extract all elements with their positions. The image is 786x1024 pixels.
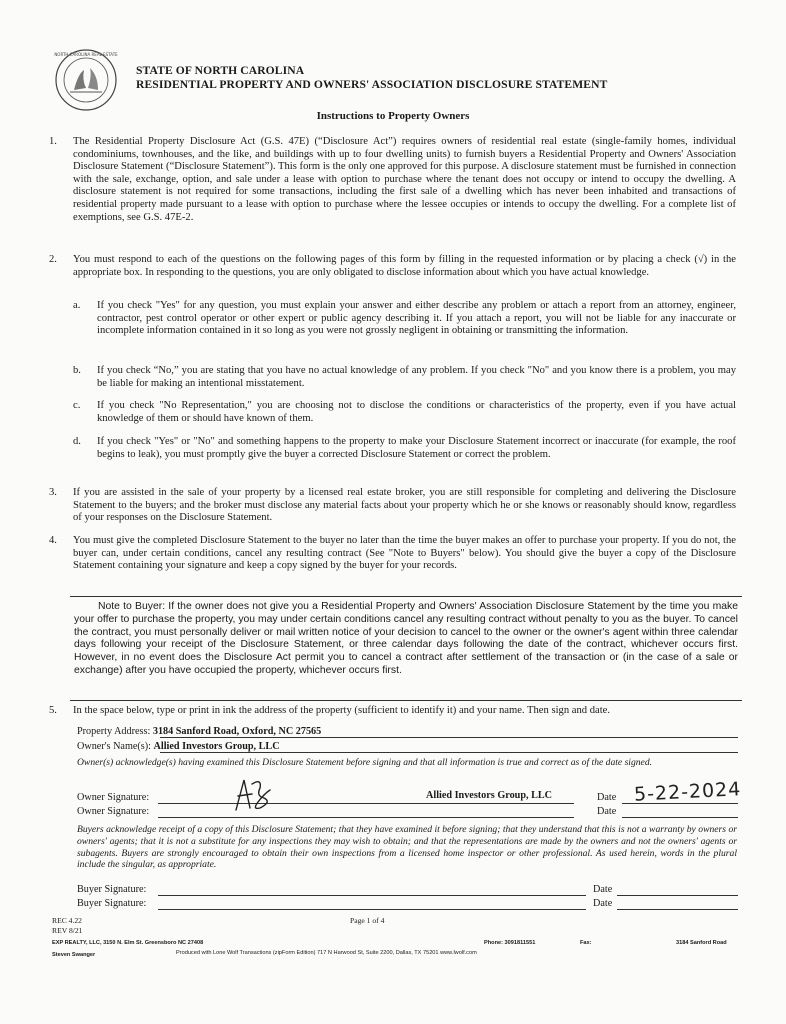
date-label-2: Date <box>597 806 617 817</box>
owner-signature-label-2: Owner Signature: <box>77 806 150 817</box>
owner-signature-line-2[interactable] <box>158 817 574 818</box>
owners-name-underline <box>160 752 738 753</box>
property-address-label: Property Address: <box>77 726 151 737</box>
instruction-subitem-a <box>73 300 736 338</box>
instruction-item-5 <box>49 705 736 718</box>
owner-signature-line-1[interactable] <box>158 803 574 804</box>
footer-fax: Fax: <box>580 940 592 946</box>
date-label-1: Date <box>597 792 617 803</box>
footer-property-short: 3184 Sanford Road <box>676 940 727 946</box>
buyer-date-label-2: Date <box>593 898 613 909</box>
owner-signature-label-1: Owner Signature: <box>77 792 150 803</box>
instruction-item-2 <box>49 254 736 279</box>
footer-phone: Phone: 3091811551 <box>484 940 536 946</box>
header-state: STATE OF NORTH CAROLINA <box>136 64 305 77</box>
note-to-buyer-text: Note to Buyer: If the owner does not give you a Residential Property and Owners' Association Disclosure Statement by the time you make your offer to purchase the property, you may under certain conditions cancel any resulting contract without penalty to you as the buyer. To cancel the contract, you must personally deliver or mail written notice of your decision to cancel to the owner or the owner's agent within three calendar days following your receipt of the Disclosure Statement, or three calendar days following the date of the contract, whichever occurs first. However, in no event does the Disclosure Act permit you to cancel a contract after settlement of the transaction or (in the case of a sale or exchange) after you have occupied the property, whichever occurs first. <box>74 601 738 676</box>
buyer-signature-line-1[interactable] <box>158 895 586 896</box>
item-text: In the space below, type or print in ink the address of the property (sufficient to identify it) and your name. Then sign and date. <box>73 705 610 716</box>
buyer-date-line-2[interactable] <box>617 909 738 910</box>
footer-agent: Steven Swanger <box>52 952 96 958</box>
owner-acknowledgment: Owner(s) acknowledge(s) having examined this Disclosure Statement before signing and that all information is true and correct as of the date signed. <box>77 757 653 768</box>
item-text: You must respond to each of the questions on the following pages of this form by filling in the requested information or by placing a check (√) in the appropriate box. In responding to the questions, you are only obligated to disclose information about which you have actual knowledge. <box>73 254 736 278</box>
footer-page-number: Page 1 of 4 <box>350 916 385 925</box>
subitem-letter: d. <box>73 436 81 447</box>
instructions-title: Instructions to Property Owners <box>316 110 470 122</box>
owner-signature-printed-name: Allied Investors Group, LLC <box>426 790 553 801</box>
date-line-2[interactable] <box>622 817 738 818</box>
instruction-item-1 <box>49 136 736 224</box>
note-to-buyer <box>74 601 738 678</box>
item-text: You must give the completed Disclosure Statement to the buyer no later than the time the buyer makes an offer to purchase your property. If you do not, the buyer can, under certain conditions, cancel any resulting contract (See "Note to Buyers" below). You should give the buyer a copy of the Disclosure Statement containing your signature and keep a copy signed by the buyer for your records. <box>73 535 736 572</box>
owners-name-label: Owner's Name(s): <box>77 741 151 752</box>
buyer-signature-label-1: Buyer Signature: <box>77 884 147 895</box>
property-address-field[interactable]: 3184 Sanford Road, Oxford, NC 27565 <box>152 726 322 737</box>
subitem-text: If you check "No Representation," you are choosing not to disclose the conditions or characteristics of the property, even if you have actual knowledge of them or should have known of them. <box>97 400 736 424</box>
subitem-text: If you check "Yes" or "No" and something happens to the property to make your Disclosure Statement incorrect or inaccurate (for example, the roof begins to leak), you must promptly give the buyer a corrected Disclosure Statement or correct the problem. <box>97 436 736 460</box>
item-number: 3. <box>49 487 57 498</box>
item-number: 4. <box>49 535 57 546</box>
state-seal-logo <box>54 48 118 112</box>
instruction-subitem-c <box>73 400 736 425</box>
property-address-underline <box>160 737 738 738</box>
svg-text:NORTH CAROLINA REAL ESTATE: NORTH CAROLINA REAL ESTATE <box>54 52 118 57</box>
buyer-signature-line-2[interactable] <box>158 909 586 910</box>
footer-rev: REV 8/21 <box>52 926 83 935</box>
subitem-letter: a. <box>73 300 81 311</box>
subitem-letter: b. <box>73 365 81 376</box>
item-number: 2. <box>49 254 57 265</box>
header-form-title: RESIDENTIAL PROPERTY AND OWNERS' ASSOCIATION DISCLOSURE STATEMENT <box>136 78 608 91</box>
buyer-date-label-1: Date <box>593 884 613 895</box>
footer-brokerage: EXP REALTY, LLC, 3150 N. Elm St. Greensboro NC 27408 <box>52 940 204 946</box>
buyers-acknowledgment: Buyers acknowledge receipt of a copy of this Disclosure Statement; that they have examined it before signing; that they understand that this is not a warranty by owners or owners' agents; that it is not a substitute for any inspections they may wish to obtain; and that the representations are made by the owners and not the owners' agents or subagents. Buyers are strongly encouraged to obtain their own inspections from a licensed home inspector or other professional. As used herein, words in the plural include the singular, as appropriate. <box>77 824 737 871</box>
document-header <box>136 64 607 92</box>
footer-rec: REC 4.22 <box>52 916 82 925</box>
item-number: 1. <box>49 136 57 147</box>
instruction-item-4 <box>49 535 736 573</box>
buyer-date-line-1[interactable] <box>617 895 738 896</box>
subitem-text: If you check “No,” you are stating that you have no actual knowledge of any problem. If you check "No" and you know there is a problem, you may be liable for making an intentional misstatement. <box>97 365 736 389</box>
owner-signature-scrawl <box>230 776 290 814</box>
item-text: The Residential Property Disclosure Act (G.S. 47E) (“Disclosure Act”) requires owners of residential real estate (single-family homes, individual condominiums, townhouses, and the like, and buildings with up to four dwelling units) to furnish buyers a Residential Property and Owners' Association Disclosure Statement (“Disclosure Statement”). This form is the only one approved for this purpose. A disclosure statement must be furnished in connection with the sale, exchange, option, and sale under a lease with option to purchase where the tenant does not occupy or intend to occupy the dwelling. A disclosure statement is not required for some transactions, including the first sale of a dwelling which has never been inhabited and transactions of residential property made pursuant to a lease with option to purchase where the lessee occupies or intends to occupy the dwelling. For a complete list of exemptions, see G.S. 47E-2. <box>73 136 736 223</box>
subitem-text: If you check "Yes" for any question, you must explain your answer and either describe any problem or attach a report from an attorney, engineer, contractor, pest control operator or other expert or public agency describing it. If you attach a report, you will not be liable for any inaccurate or incomplete information contained in it so long as you were not grossly negligent in obtaining or transmitting the information. <box>97 300 736 337</box>
owners-name-field[interactable]: Allied Investors Group, LLC <box>153 741 280 752</box>
instruction-subitem-b <box>73 365 736 390</box>
instruction-item-3 <box>49 487 736 525</box>
item-number: 5. <box>49 705 57 716</box>
date-handwritten: 5-22-2024 <box>633 778 742 806</box>
footer-produced-by: Produced with Lone Wolf Transactions (zipForm Edition) 717 N Harwood St, Suite 2200, Dallas, TX 75201 www.lwolf.com <box>176 950 477 956</box>
instruction-subitem-d <box>73 436 736 461</box>
subitem-letter: c. <box>73 400 81 411</box>
buyer-signature-label-2: Buyer Signature: <box>77 898 147 909</box>
item-text: If you are assisted in the sale of your property by a licensed real estate broker, you are still responsible for completing and delivering the Disclosure Statement to the buyers; and the broker must disclose any material facts about your property which he or she knows or reasonably should know, regardless of your responses on the Disclosure Statement. <box>73 487 736 524</box>
